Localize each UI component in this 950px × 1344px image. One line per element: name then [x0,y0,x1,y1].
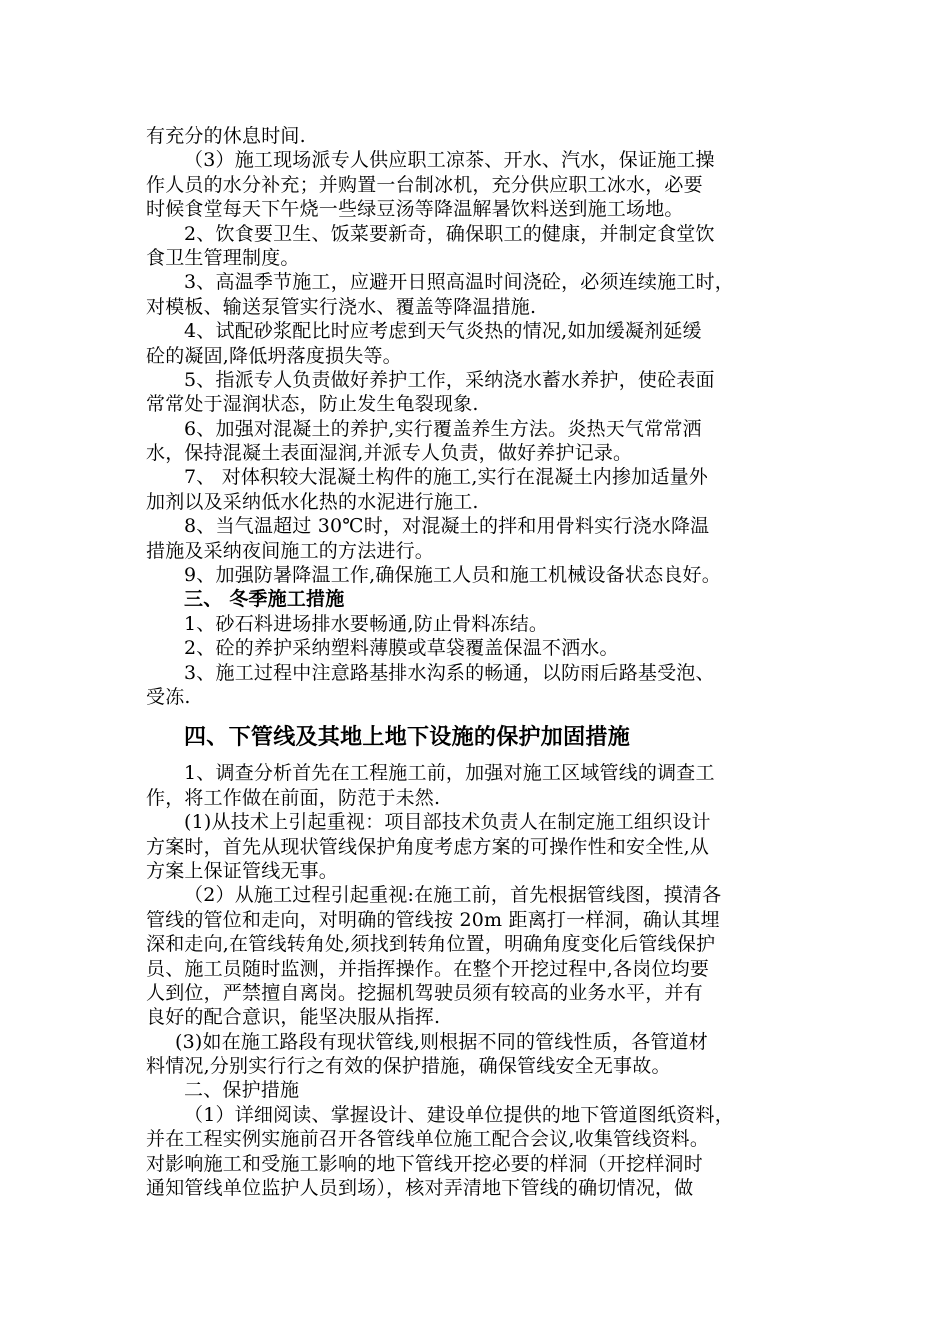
paragraph-line: 有充分的休息时间. [146,125,306,147]
paragraph-line: 9、加强防暑降温工作,确保施工人员和施工机械设备状态良好。 [184,564,721,587]
paragraph-line: 食卫生管理制度。 [146,246,300,269]
paragraph-line: 6、加强对混凝土的养护,实行覆盖养生方法。炎热天气常常洒 [184,417,702,440]
paragraph-line: 员、施工员随时监测，并指挥操作。在整个开挖过程中,各岗位均要 [146,957,710,980]
paragraph-line: 4、试配砂浆配比时应考虑到天气炎热的情况,如加缓凝剂延缓 [184,320,702,343]
paragraph-line: 方案上保证管线无事。 [146,859,339,882]
paragraph-line: 常常处于湿润状态，防止发生龟裂现象. [146,393,479,416]
paragraph-line: 3、高温季节施工，应避开日照高温时间浇砼，必须连续施工时， [184,271,734,294]
paragraph-line: （3）施工现场派专人供应职工凉茶、开水、汽水，保证施工操 [184,149,715,172]
section-subheading: 三、 冬季施工措施 [184,588,345,611]
paragraph-line: 3、施工过程中注意路基排水沟系的畅通，以防雨后路基受泡、 [184,661,715,684]
paragraph-line: 加剂以及采纳低水化热的水泥进行施工. [146,490,479,513]
paragraph-line: (1)从技术上引起重视：项目部技术负责人在制定施工组织设计 [184,811,711,834]
paragraph-line: 2、砼的养护采纳塑料薄膜或草袋覆盖保温不洒水。 [184,637,619,660]
paragraph-line: 砼的凝固,降低坍落度损失等。 [146,344,402,367]
paragraph-line: 7、 对体积较大混凝土构件的施工,实行在混凝土内掺加适量外 [184,466,708,489]
paragraph-line: 管线的管位和走向，对明确的管线按 20m 距离打一样洞，确认其埋 [146,908,720,931]
paragraph-line: 5、指派专人负责做好养护工作，采纳浇水蓄水养护，使砼表面 [184,368,715,391]
section-heading: 四、下管线及其地上地下设施的保护加固措施 [184,725,631,751]
document-body [146,124,816,1200]
section-subheading: 二、保护措施 [184,1079,300,1102]
paragraph-line: 良好的配合意识，能坚决服从指挥. [146,1006,441,1029]
paragraph-line: 并在工程实例实施前召开各管线单位施工配合会议,收集管线资料。 [146,1128,710,1151]
paragraph-line: 料情况,分别实行行之有效的保护措施，确保管线安全无事故。 [146,1055,671,1078]
paragraph-line: 人到位，严禁擅自离岗。挖掘机驾驶员须有较高的业务水平，并有 [146,981,703,1004]
paragraph-line: 对影响施工和受施工影响的地下管线开挖必要的样洞（开挖样洞时 [146,1152,703,1175]
paragraph-line: 8、当气温超过 30℃时，对混凝土的拌和用骨料实行浇水降温 [184,515,710,538]
paragraph-line: 作，将工作做在前面，防范于未然. [146,786,441,809]
paragraph-line: 对模板、输送泵管实行浇水、覆盖等降温措施. [146,295,537,318]
paragraph-line: 通知管线单位监护人员到场），核对弄清地下管线的确切情况，做 [146,1177,694,1200]
paragraph-line: 深和走向,在管线转角处,须找到转角位置，明确角度变化后管线保护 [146,933,716,956]
paragraph-line: (3)如在施工路段有现状管线,则根据不同的管线性质，各管道材 [175,1030,708,1053]
paragraph-line: 1、砂石料进场排水要畅通,防止骨料冻结。 [184,612,549,635]
paragraph-line: 作人员的水分补充；并购置一台制冰机，充分供应职工冰水，必要 [146,173,703,196]
paragraph-line: 措施及采纳夜间施工的方法进行。 [146,539,435,562]
paragraph-line: 时候食堂每天下午烧一些绿豆汤等降温解暑饮料送到施工场地。 [146,198,684,221]
paragraph-line: 受冻. [146,685,191,708]
paragraph-line: （1）详细阅读、掌握设计、建设单位提供的地下管道图纸资料， [184,1103,734,1126]
paragraph-line: 2、饮食要卫生、饭菜要新奇，确保职工的健康，并制定食堂饮 [184,222,715,245]
paragraph-line: 方案时，首先从现状管线保护角度考虑方案的可操作性和安全性,从 [146,835,710,858]
paragraph-line: （2）从施工过程引起重视:在施工前，首先根据管线图，摸清各 [184,884,722,907]
paragraph-line: 1、调查分析首先在工程施工前，加强对施工区域管线的调查工 [184,762,715,785]
paragraph-line: 水，保持混凝土表面湿润,并派专人负责，做好养护记录。 [146,442,633,465]
